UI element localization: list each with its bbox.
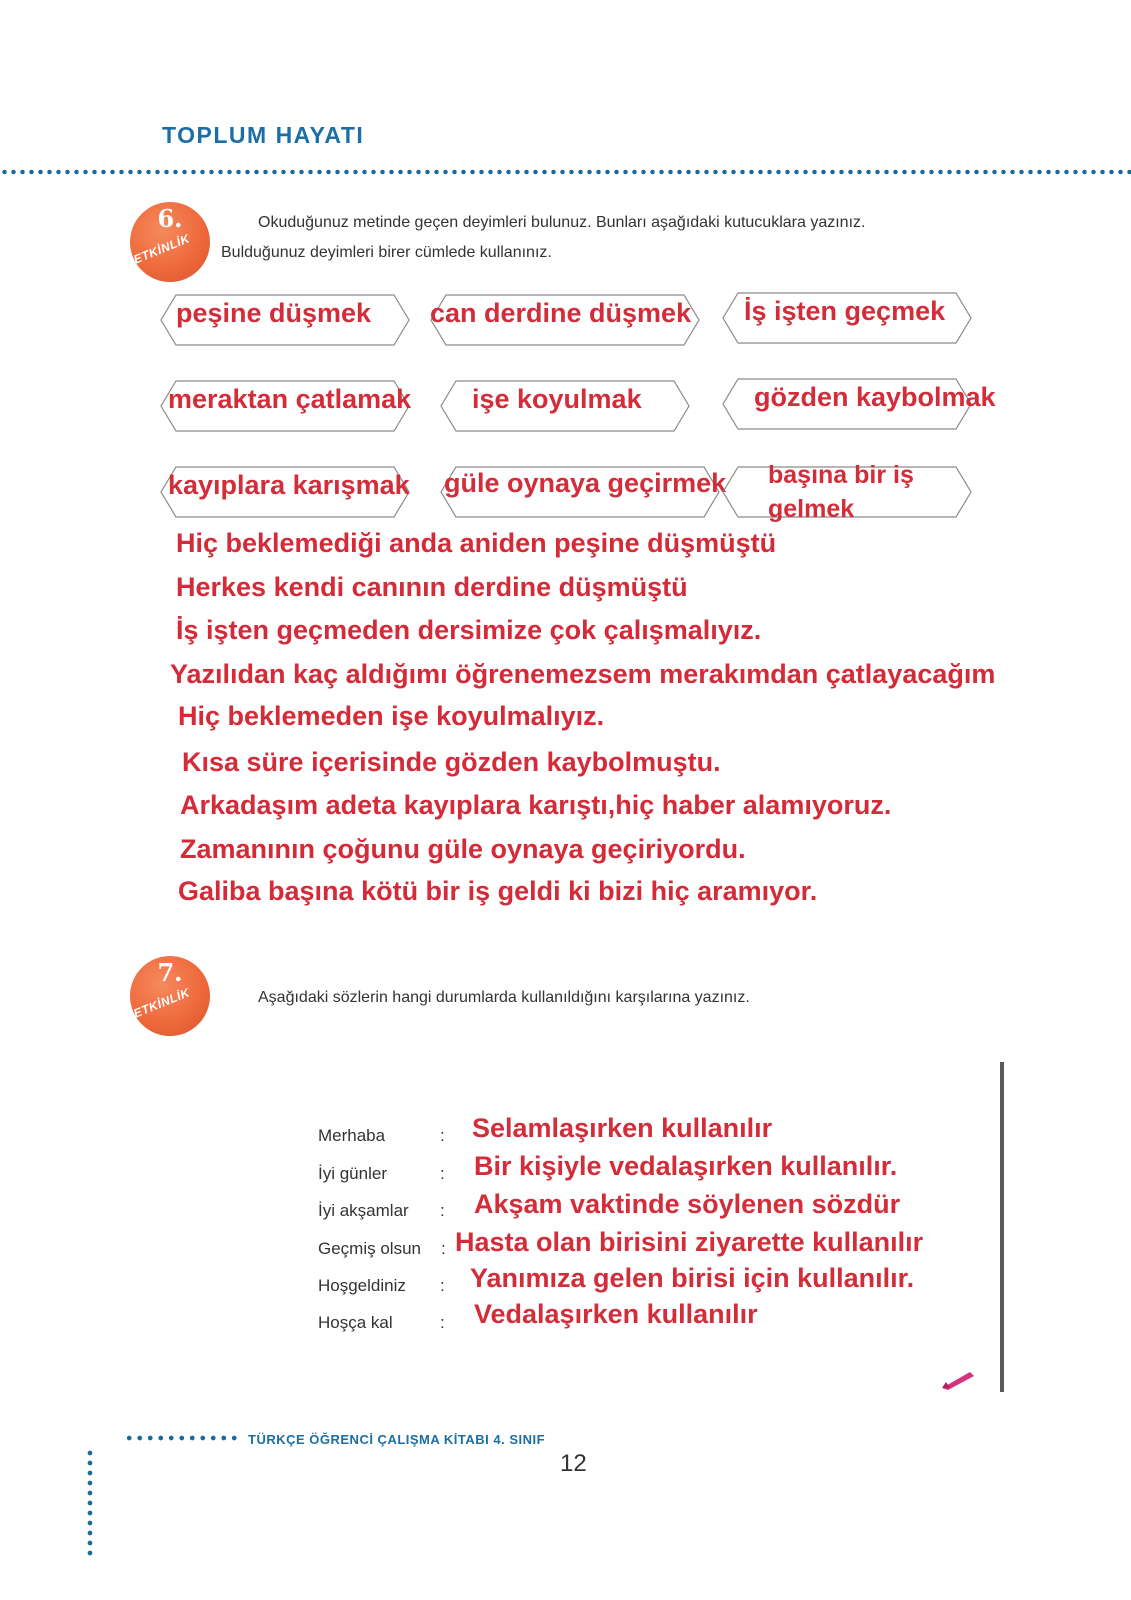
idiom-text: güle oynaya geçirmek — [444, 468, 727, 498]
activity-6-badge-word: ETKİNLİK — [131, 231, 192, 267]
footer-book-title: TÜRKÇE ÖĞRENCİ ÇALIŞMA KİTABI 4. SINIF — [248, 1432, 546, 1447]
phrase-answer: Selamlaşırken kullanılır — [472, 1113, 773, 1143]
phrase-label: İyi günler — [318, 1164, 387, 1183]
footer-dots — [124, 1434, 240, 1442]
sentence: Arkadaşım adeta kayıplara karıştı,hiç haber alamıyoruz. — [180, 790, 892, 820]
sentence: Galiba başına kötü bir iş geldi ki bizi hiç aramıyor. — [178, 876, 818, 906]
phrase-answer: Vedalaşırken kullanılır — [474, 1299, 758, 1329]
section-title: TOPLUM HAYATI — [162, 122, 365, 148]
phrase-answer: Bir kişiyle vedalaşırken kullanılır. — [474, 1151, 898, 1181]
phrase-label: Hoşgeldiniz — [318, 1276, 406, 1295]
page-number: 12 — [560, 1450, 587, 1477]
idiom-text: gözden kaybolmak — [754, 382, 996, 412]
header-dotted-divider — [0, 168, 1131, 176]
activity-6-instruction-2: Bulduğunuz deyimleri birer cümlede kullanınız. — [221, 244, 552, 261]
margin-bar — [1000, 1062, 1004, 1392]
activity-7-badge-word: ETKİNLİK — [131, 985, 192, 1021]
phrase-label: Hoşça kal — [318, 1313, 393, 1332]
phrase-label: Merhaba — [318, 1126, 386, 1145]
phrase-answer: Hasta olan birisini ziyarette kullanılır — [455, 1227, 924, 1257]
sentence: Zamanının çoğunu güle oynaya geçiriyordu. — [180, 834, 746, 864]
activity-6-instruction-1: Okuduğunuz metinde geçen deyimleri bulunuz. Bunları aşağıdaki kutucuklara yazınız. — [258, 214, 866, 231]
sentence: İş işten geçmeden dersimize çok çalışmalıyız. — [176, 615, 762, 645]
phrase-colon: : — [440, 1201, 445, 1220]
sentence: Yazılıdan kaç aldığımı öğrenemezsem merakımdan çatlayacağım — [170, 659, 996, 689]
idiom-box — [430, 294, 700, 346]
activity-7-number: 7. — [157, 958, 183, 987]
idiom-text: İş işten geçmek — [744, 296, 946, 326]
idiom-box — [440, 466, 727, 518]
phrase-colon: : — [441, 1239, 446, 1258]
side-dots — [86, 1448, 94, 1560]
sentence: Kısa süre içerisinde gözden kaybolmuştu. — [182, 747, 721, 777]
idiom-text: işe koyulmak — [472, 384, 642, 414]
idiom-box — [160, 294, 410, 346]
pen-cursor-icon — [940, 1368, 976, 1392]
activity-6-badge — [130, 202, 210, 282]
idiom-box — [440, 380, 690, 432]
phrase-colon: : — [440, 1276, 445, 1295]
idiom-box — [160, 380, 410, 432]
idiom-text: meraktan çatlamak — [168, 384, 412, 414]
phrase-label: Geçmiş olsun — [318, 1239, 421, 1258]
sentence: Hiç beklemediği anda aniden peşine düşmüştü — [176, 528, 777, 558]
phrase-label: İyi akşamlar — [318, 1201, 409, 1220]
sentence: Herkes kendi canının derdine düşmüştü — [176, 572, 688, 602]
phrase-answer: Akşam vaktinde söylenen sözdür — [474, 1189, 901, 1219]
idiom-box — [722, 378, 996, 430]
idiom-text: başına bir iş gelmek — [768, 461, 914, 523]
activity-6-number: 6. — [157, 204, 183, 233]
activity-7-instruction: Aşağıdaki sözlerin hangi durumlarda kullanıldığını karşılarına yazınız. — [258, 989, 750, 1006]
phrase-colon: : — [440, 1126, 445, 1145]
activity-7-badge — [130, 956, 210, 1036]
idiom-text: can derdine düşmek — [430, 298, 692, 328]
phrase-colon: : — [440, 1164, 445, 1183]
sentence: Hiç beklemeden işe koyulmalıyız. — [178, 701, 605, 731]
phrase-answer: Yanımıza gelen birisi için kullanılır. — [470, 1263, 915, 1293]
idiom-box — [160, 466, 410, 518]
idiom-box — [722, 461, 972, 523]
idiom-text: kayıplara karışmak — [168, 470, 410, 500]
phrase-colon: : — [440, 1313, 445, 1332]
idiom-box — [722, 292, 972, 344]
idiom-text: peşine düşmek — [176, 298, 372, 328]
